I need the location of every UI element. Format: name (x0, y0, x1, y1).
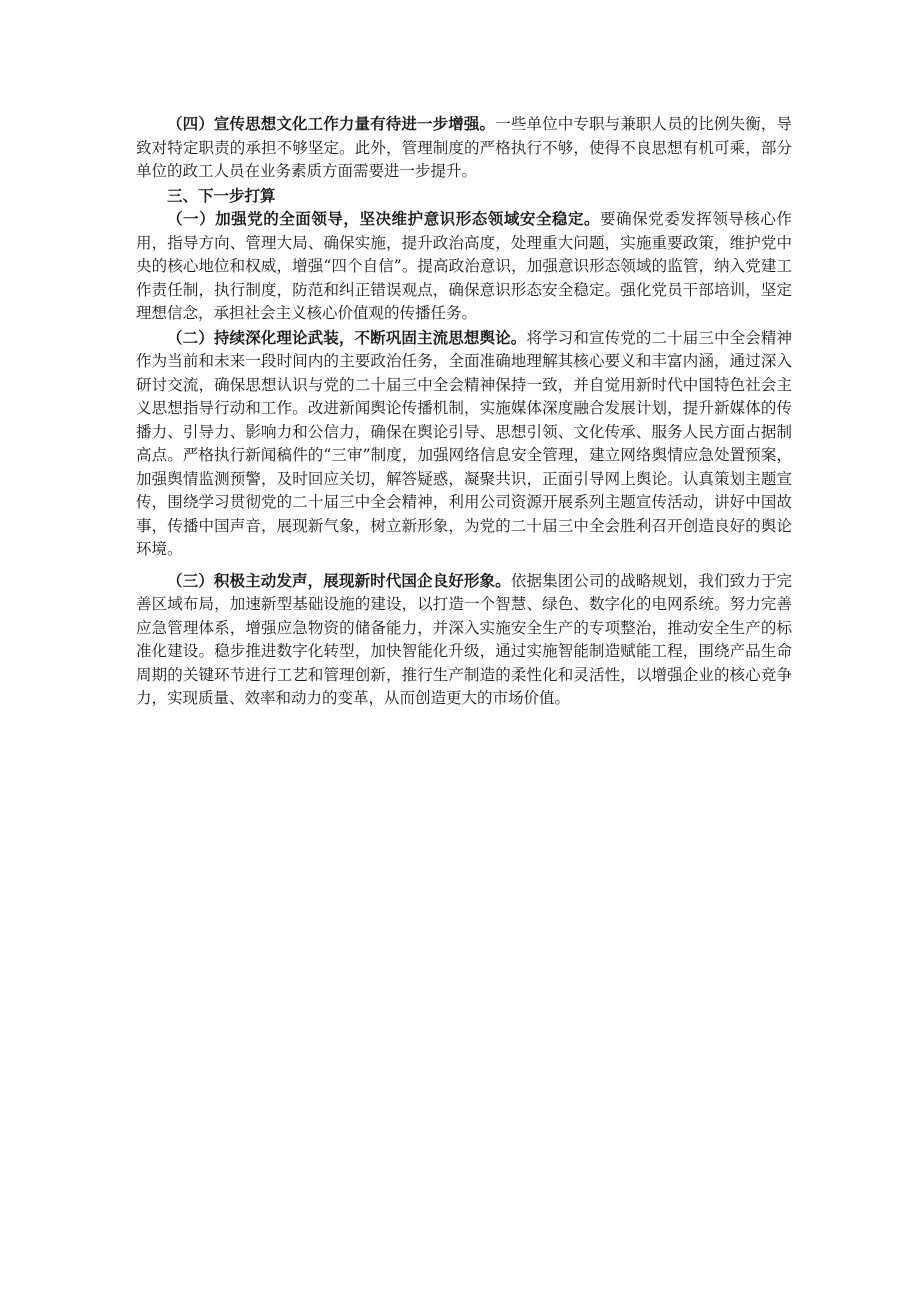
paragraph-two-body: 将学习和宣传党的二十届三中全会精神作为当前和未来一段时间内的主要政治任务，全面准确地理解其核心要义和丰富内涵，通过深入研讨交流，确保思想认识与党的二十届三中全会精神保持一致，并自觉用新时代中国特色社会主义思想指导行动和工作。改进新闻舆论传播机制，实施媒体深度融合发展计划，提升新媒体的传播力、引导力、影响力和公信力，确保在舆论引导、思想引领、文化传承、服务人民方面占据制高点。严格执行新闻稿件的“三审”制度，加强网络信息安全管理，建立网络舆情应急处置预案，加强舆情监测预警，及时回应关切，解答疑惑，凝聚共识，正面引导网上舆论。认真策划主题宣传，围绕学习贯彻党的二十届三中全会精神，利用公司资源开展系列主题宣传活动，讲好中国故事，传播中国声音，展现新气象，树立新形象，为党的二十届三中全会胜利召开创造良好的舆论环境。 (136, 328, 792, 558)
paragraph-one-leadership (136, 207, 792, 326)
paragraph-four-weakness (136, 112, 792, 184)
section-heading-next-steps: 三、下一步打算 (167, 185, 276, 205)
paragraph-one-body: 要确保党委发挥领导核心作用，指导方向、管理大局、确保实施，提升政治高度，处理重大问题，实施重要政策，维护党中央的核心地位和权威，增强“四个自信”。提高政治意识，加强意识形态领域的监管，纳入党建工作责任制，执行制度，防范和纠正错误观点，确保意识形态安全稳定。强化党员干部培训，坚定理想信念，承担社会主义核心价值观的传播任务。 (136, 210, 792, 322)
paragraph-three-voice (136, 569, 792, 711)
paragraph-three-lead: （三）积极主动发声，展现新时代国企良好形象。 (167, 570, 511, 590)
paragraph-three-body: 依据集团公司的战略规划，我们致力于完善区域布局，加速新型基础设施的建设，以打造一个智慧、绿色、数字化的电网系统。努力完善应急管理体系，增强应急物资的储备能力，并深入实施安全生产的专项整治，推动安全生产的标准化建设。稳步推进数字化转型，加快智能化升级，通过实施智能制造赋能工程，围绕产品生命周期的关键环节进行工艺和管理创新，推行生产制造的柔性化和灵活性，以增强企业的核心竞争力，实现质量、效率和动力的变革，从而创造更大的市场价值。 (136, 571, 792, 707)
paragraph-two-theory (136, 326, 792, 562)
paragraph-one-lead: （一）加强党的全面领导，坚决维护意识形态领域安全稳定。 (167, 209, 601, 228)
paragraph-four-lead: （四）宣传思想文化工作力量有待进一步增强。 (167, 114, 496, 133)
document-body (136, 112, 792, 711)
paragraph-two-lead: （二）持续深化理论武装，不断巩固主流思想舆论。 (167, 327, 527, 347)
paragraph-four-body: 一些单位中专职与兼职人员的比例失衡，导致对特定职责的承担不够坚定。此外，管理制度的严格执行不够，使得不良思想有机可乘，部分单位的政工人员在业务素质方面需要进一步提升。 (136, 115, 792, 180)
